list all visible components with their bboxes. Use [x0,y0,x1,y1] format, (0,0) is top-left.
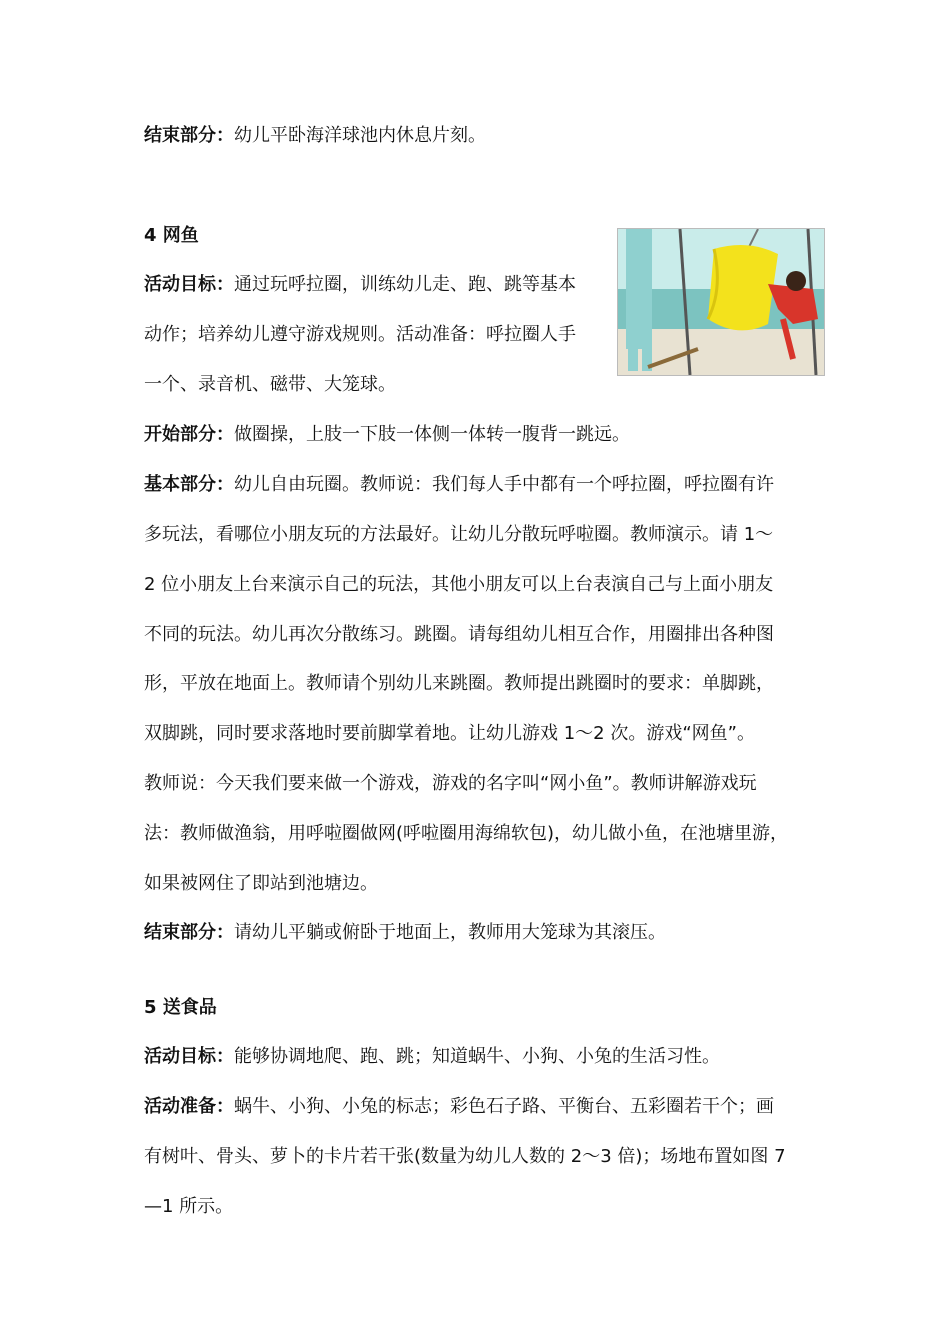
prep-text: 蜗牛、小狗、小兔的标志；彩色石子路、平衡台、五彩圈若干个；画 [234,1096,774,1117]
s4-basic-line-9: 如果被网住了即站到池塘边。 [144,873,378,894]
s4-goal-line-2: 动作；培养幼儿遵守游戏规则。活动准备：呼拉圈人手 [144,324,576,345]
start-label: 开始部分： [144,424,234,445]
basic-text: 幼儿自由玩圈。教师说：我们每人手中都有一个呼拉圈，呼拉圈有许 [234,474,774,495]
s4-basic-line-6: 双脚跳，同时要求落地时要前脚掌着地。让幼儿游戏 1～2 次。游戏“网鱼”。 [144,723,755,744]
goal-text: 能够协调地爬、跑、跳；知道蜗牛、小狗、小兔的生活习性。 [234,1046,720,1067]
end-text: 幼儿平卧海洋球池内休息片刻。 [234,125,486,146]
goal-label: 活动目标： [144,274,234,295]
s4-basic-line-3: 2 位小朋友上台来演示自己的玩法，其他小朋友可以上台表演自己与上面小朋友 [144,574,774,595]
end-section-previous [144,124,486,148]
section-4-heading: 4 网鱼 [144,225,199,246]
s4-basic-line-4: 不同的玩法。幼儿再次分散练习。跳圈。请每组幼儿相互合作，用圈排出各种图 [144,624,774,645]
start-text: 做圈操，上肢一下肢一体侧一体转一腹背一跳远。 [234,424,630,445]
s5-prep-line-3: —1 所示。 [144,1196,234,1217]
s4-basic-line-1 [144,473,774,497]
s4-basic-line-7: 教师说：今天我们要来做一个游戏，游戏的名字叫“网小鱼”。教师讲解游戏玩 [144,773,757,794]
hammock-photo [617,228,825,376]
s5-prep-line-2: 有树叶、骨头、萝卜的卡片若干张(数量为幼儿人数的 2～3 倍)；场地布置如图 7 [144,1146,786,1167]
s4-goal-line-3: 一个、录音机、磁带、大笼球。 [144,374,396,395]
s4-basic-line-2: 多玩法，看哪位小朋友玩的方法最好。让幼儿分散玩呼啦圈。教师演示。请 1～ [144,524,774,545]
s4-basic-line-8: 法：教师做渔翁，用呼啦圈做网(呼啦圈用海绵软包)，幼儿做小鱼，在池塘里游， [144,823,789,844]
section-5-heading: 5 送食品 [144,997,217,1018]
s4-start-line [144,423,630,447]
prep-label: 活动准备： [144,1096,234,1117]
s4-end-line [144,921,666,945]
end-label: 结束部分： [144,922,234,943]
s5-prep-line-1 [144,1095,774,1119]
basic-label: 基本部分： [144,474,234,495]
goal-text: 通过玩呼拉圈，训练幼儿走、跑、跳等基本 [234,274,576,295]
s4-goal-line-1 [144,273,576,297]
s5-goal-line [144,1045,720,1069]
goal-label: 活动目标： [144,1046,234,1067]
end-text: 请幼儿平躺或俯卧于地面上，教师用大笼球为其滚压。 [234,922,666,943]
hammock-illustration [618,229,824,375]
s4-basic-line-5: 形，平放在地面上。教师请个别幼儿来跳圈。教师提出跳圈时的要求：单脚跳， [144,673,774,694]
end-label: 结束部分： [144,125,234,146]
